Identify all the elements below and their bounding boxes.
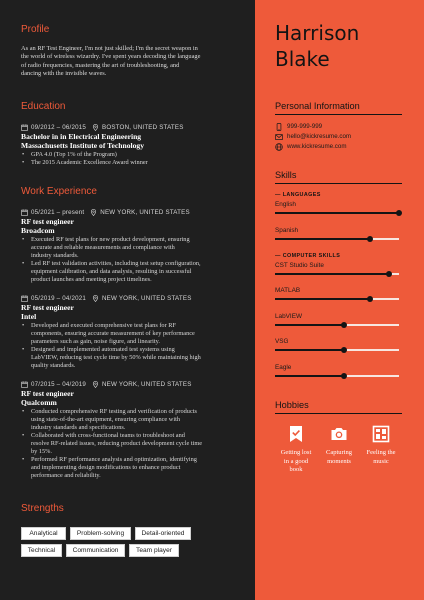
- experience-heading: Work Experience: [21, 186, 97, 197]
- list-item: • Collaborated with cross-functional teams to troubleshoot and resolve RF-related issues, reducing product development cycle time by 15%.: [21, 432, 239, 456]
- music-icon: [372, 425, 390, 443]
- education-entry: [21, 123, 239, 167]
- website-value[interactable]: www.kickresume.com: [287, 143, 347, 150]
- last-name: Blake: [275, 47, 330, 71]
- skill-bar: [275, 375, 399, 377]
- location-pin-icon: [92, 124, 99, 131]
- skill-label: LabVIEW: [275, 313, 302, 320]
- education-meta: [21, 123, 239, 131]
- skill-bar: [275, 273, 399, 275]
- hobby-label: Feeling the music: [366, 449, 396, 465]
- profile-line: of radio frequencies, mastering the art of troubleshooting, and: [21, 61, 180, 69]
- divider: [275, 413, 402, 414]
- strength-tag: Problem-solving: [70, 527, 131, 540]
- skill-label: Eagle: [275, 364, 292, 371]
- skill-labview: [275, 312, 399, 326]
- skill-bar: [275, 349, 399, 351]
- profile-line: dancing with the invisible waves.: [21, 69, 107, 77]
- profile-line: As an RF Test Engineer, I'm not just skilled; I'm the secret weapon in: [21, 45, 198, 52]
- skill-bar: [275, 324, 399, 326]
- phone-value: 999-999-999: [287, 123, 323, 130]
- education-heading: Education: [21, 101, 66, 112]
- skill-label: MATLAB: [275, 287, 301, 294]
- list-item: • Designed and implemented automated test systems using LabVIEW, reducing test cycle time by 50% while maintaining high quality standards.: [21, 346, 239, 370]
- contact-website[interactable]: [275, 142, 346, 151]
- first-name: Harrison: [275, 21, 360, 45]
- skill-vsg: [275, 337, 399, 351]
- experience-location: NEW YORK, UNITED STATES: [100, 208, 190, 216]
- divider: [275, 183, 402, 184]
- experience-dates: 05/2019 – 04/2021: [31, 294, 87, 302]
- experience-role: RF test engineer: [21, 303, 74, 312]
- skill-label: CST Studio Suite: [275, 262, 324, 269]
- person-name: [275, 20, 359, 72]
- experience-meta: [21, 380, 239, 388]
- list-item: • Led RF test validation activities, including test setup configuration, equipment calibration, and data analysis, resulting in successful product launches and meeting project timelines.: [21, 260, 239, 284]
- skill-bar: [275, 238, 399, 240]
- strength-tag: Communication: [66, 544, 125, 557]
- experience-company: Broadcom: [21, 226, 55, 235]
- hobby-photography: [317, 425, 361, 466]
- skill-bar: [275, 212, 399, 214]
- experience-company: Qualcomm: [21, 398, 57, 407]
- calendar-icon: [21, 295, 28, 302]
- email-value[interactable]: hello@kickresume.com: [287, 133, 352, 140]
- globe-icon: [275, 143, 283, 151]
- list-item: • Developed and executed comprehensive test plans for RF components, ensuring accurate measurement of key performance parameters such as gain, noise figure, and linearity.: [21, 322, 239, 346]
- phone-icon: [275, 123, 283, 131]
- hobby-reading: [274, 425, 318, 475]
- strength-tag: Detail-oriented: [135, 527, 191, 540]
- education-dates: 09/2012 – 06/2015: [31, 123, 87, 131]
- strengths-heading: Strengths: [21, 503, 64, 514]
- list-item: • Conducted comprehensive RF testing and verification of products using state-of-the-art equipment, ensuring compliance with industry standards and specifications.: [21, 408, 239, 432]
- education-school: Massachusetts Institute of Technology: [21, 141, 144, 150]
- list-item: • Performed RF performance analysis and optimization, identifying and implementing design modifications to enhance product performance and reliability.: [21, 456, 239, 480]
- right-column: [255, 0, 424, 600]
- experience-location: NEW YORK, UNITED STATES: [102, 380, 192, 388]
- education-bullets: [21, 151, 239, 167]
- contact-phone: [275, 122, 322, 131]
- education-location: BOSTON, UNITED STATES: [102, 123, 184, 131]
- skill-label: English: [275, 201, 296, 208]
- hobby-music: [359, 425, 403, 466]
- skills-heading: Skills: [275, 170, 297, 180]
- skill-label: VSG: [275, 338, 289, 345]
- strength-tag: Technical: [21, 544, 62, 557]
- contact-email[interactable]: [275, 132, 351, 141]
- experience-meta: [21, 294, 239, 302]
- skill-spanish: [275, 226, 399, 240]
- skill-eagle: [275, 363, 399, 377]
- experience-bullets: [21, 236, 239, 284]
- skill-english: [275, 200, 399, 214]
- skill-matlab: [275, 286, 399, 300]
- divider: [275, 114, 402, 115]
- experience-dates: 07/2015 – 04/2019: [31, 380, 87, 388]
- experience-location: NEW YORK, UNITED STATES: [102, 294, 192, 302]
- computer-skills-subheading: — COMPUTER SKILLS: [275, 253, 341, 259]
- profile-summary: [21, 45, 236, 78]
- experience-bullets: [21, 408, 239, 480]
- hobby-label: Capturing moments: [326, 449, 352, 465]
- hobby-label: Getting lost in a good book: [280, 449, 312, 473]
- location-pin-icon: [90, 209, 97, 216]
- calendar-icon: [21, 124, 28, 131]
- location-pin-icon: [92, 295, 99, 302]
- experience-dates: 05/2021 – present: [31, 208, 85, 216]
- experience-role: RF test engineer: [21, 389, 74, 398]
- personal-info-heading: Personal Information: [275, 101, 360, 111]
- location-pin-icon: [92, 381, 99, 388]
- strength-tag: Team player: [129, 544, 179, 557]
- skill-cst: [275, 261, 399, 275]
- list-item: • The 2015 Academic Excellence Award winner: [21, 159, 239, 167]
- calendar-icon: [21, 381, 28, 388]
- profile-line: the world of wireless wizardry. I've spent years decoding the language: [21, 53, 201, 61]
- languages-subheading: — LANGUAGES: [275, 192, 321, 198]
- camera-icon: [330, 425, 348, 443]
- list-item: • Executed RF test plans for new product development, ensuring accurate and reliable measurements and compliance with industry standards.: [21, 236, 239, 260]
- experience-company: Intel: [21, 312, 37, 321]
- education-degree: Bachelor in in Electrical Engineering: [21, 132, 142, 141]
- skill-label: Spanish: [275, 227, 299, 234]
- strength-tag: Analytical: [21, 527, 66, 540]
- experience-entry: [21, 380, 239, 480]
- list-item: • GPA 4.0 (Top 1% of the Program): [21, 151, 239, 159]
- calendar-icon: [21, 209, 28, 216]
- experience-entry: [21, 208, 239, 284]
- experience-bullets: [21, 322, 239, 370]
- hobbies-heading: Hobbies: [275, 400, 309, 410]
- skill-bar: [275, 298, 399, 300]
- experience-meta: [21, 208, 239, 216]
- book-icon: [287, 425, 305, 443]
- experience-entry: [21, 294, 239, 370]
- experience-role: RF test engineer: [21, 217, 74, 226]
- profile-heading: Profile: [21, 24, 50, 35]
- email-icon: [275, 133, 283, 141]
